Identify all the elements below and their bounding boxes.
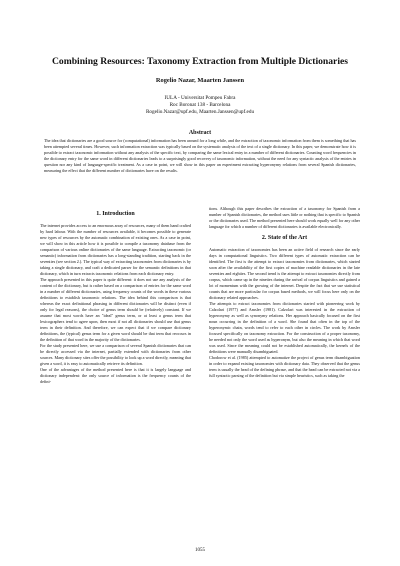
section-heading-introduction: 1. Introduction [96, 211, 135, 217]
body-paragraph: tions. Although this paper describes the extraction of a taxonomy for Spanish from a number of Spanish dictionaries, the method uses little or nothing that is specific to Spanish or the dictionaries used. The method presented here should work equally well for any other language for which a number of different dictionaries is available electronically. [209, 206, 360, 229]
affiliation-block [20, 95, 380, 117]
page-number: 1055 [195, 548, 205, 553]
body-paragraph: Automatic extraction of taxonomies has been an active field of research since the early days in computational linguistics. Two different types of automatic extraction can be identified. The first is the attempt to extract taxonomies from dictionaries, which started soon after the availability of the first copies of machine readable dictionaries in the late seventies and eighties. The second trend is the attempt to extract taxonomies directly from corpus, which came up in the nineties during the arrival of corpus linguistics and gained a lot of momentum with the growing of the internet. Despite the fact that we use statistical counts that are more particular for corpus based methods, we will focus here only on the dictionary related approaches. [209, 247, 360, 300]
paper-title: Combining Resources: Taxonomy Extraction from Multiple Dictionaries [52, 56, 348, 67]
abstract-heading: Abstract [188, 130, 212, 136]
right-column [209, 206, 360, 379]
body-paragraph: For the study presented here, we use a comparison of several Spanish dictionaries that can be directly accessed via the internet, partially extended with dictionaries from other sources. Many dictionary sites offer the possibility to look up a word directly, meaning that given a word, it is easy to automatically retrieve its definition. [40, 343, 191, 366]
body-paragraph: Chodorow et al. (1985) attempted to automatize the project of genus term disambiguation in order to expand existing taxonomies with dictionary data. They observed that the genus term is usually the head of the defining phrase, and that the head can be extracted not via a full syntactic parsing of the definition but via simple heuristics, such as taking the [209, 355, 360, 378]
abstract-text: The idea that dictionaries are a good source for (computational) information has been around for a long while, and the extraction of taxonomic information from them is something that has been attempted several times. However, such information extraction was typically based on the systematic analysis of the text of a single dictionary. In this paper, we demonstrate how it is possible to extract taxonomic information without any analysis of the specific text, by comparing the same lexical entry in a number of different dictionaries. Counting word frequencies in the dictionary entry for the same word in different dictionaries leads to a surprisingly good recovery of taxonomic information, without the need for any syntactic analysis of the entries in question nor any kind of language-specific treatment. As a case in point, we will show in this paper an experiment extracting hyperonymy relations from several Spanish dictionaries, measuring the effect that the different number of dictionaries have on the results. [44, 138, 356, 173]
section-heading-state-of-the-art: 2. State of the Art [261, 235, 308, 241]
body-paragraph: The internet provides access to an enormous array of resources, many of them hand crafted by hard labour. With the number of resources available, it becomes possible to generate new types of resources by the automatic combination of existing ones. As a case in point, we will show in this article how it is possible to compile a taxonomy database from the comparison of various online dictionaries of the same language. Extracting taxonomic (or semantic) information from dictionaries has a long-standing tradition, starting back in the seventies (see section 2.). The typical way of extracting taxonomies from dictionaries is by taking a single dictionary, and craft a dedicated parser for the semantic definitions in that dictionary, which in turn extracts taxonomic relations from each dictionary entry. [40, 223, 191, 276]
body-paragraph: The approach presented in this paper is quite different: it does not use any analysis of the content of the dictionary, but is rather based on a comparison of entries for the same word in a number of different dictionaries, using frequency counts of the words in these various definitions to establish taxonomic relations. The idea behind this comparison is that whereas the exact definitional phrasing in different dictionaries will be distinct (even if only for legal reasons), the choice of genus term should be (relatively) constant. If we assume that most words have an "ideal" genus term, or at least a genus term that lexicographers tend to agree upon, then most if not all dictionaries should use that genus term in their definition. And therefore, we can expect that if we compare dictionary definitions, the (typical) genus term for a given word should be that term that reoccurs in the definition of that word in the majority of the dictionaries. [40, 277, 191, 342]
affiliation-line: Rogelio.Nazar@upf.edu, Maarten.Janssen@upf.edu [145, 109, 255, 116]
affiliation-line: IULA - Universitat Pompeu Fabra [164, 95, 236, 101]
paper-authors: Rogelio Nazar, Maarten Janssen [155, 77, 245, 84]
body-paragraph: The attempts to extract taxonomies from dictionaries started with pioneering work by Calzolari (1977) and Amsler (1981). Calzolari was interested in the extraction of hyperonymy as well as synonymy relations. Her approach basically focused on the first noun occurring in the definition of a word. She found that often in the top of the hyperonymic chain, words tend to refer to each other in circles. The work by Amsler focused specifically on taxonomy extraction. For the construction of a proper taxonomy, he needed not only the word used as hyperonym, but also the meaning in which that word was used. Since the meaning could not be established automatically, the kernels of the definitions were manually disambiguated. [209, 301, 360, 354]
left-column [40, 206, 191, 385]
body-paragraph: One of the advantages of the method presented here is that it is largely language and dictionary independent: the only source of information is the frequency counts of the defini- [40, 367, 191, 384]
affiliation-line: Roc Boronat 138 - Barcelona [169, 102, 231, 109]
